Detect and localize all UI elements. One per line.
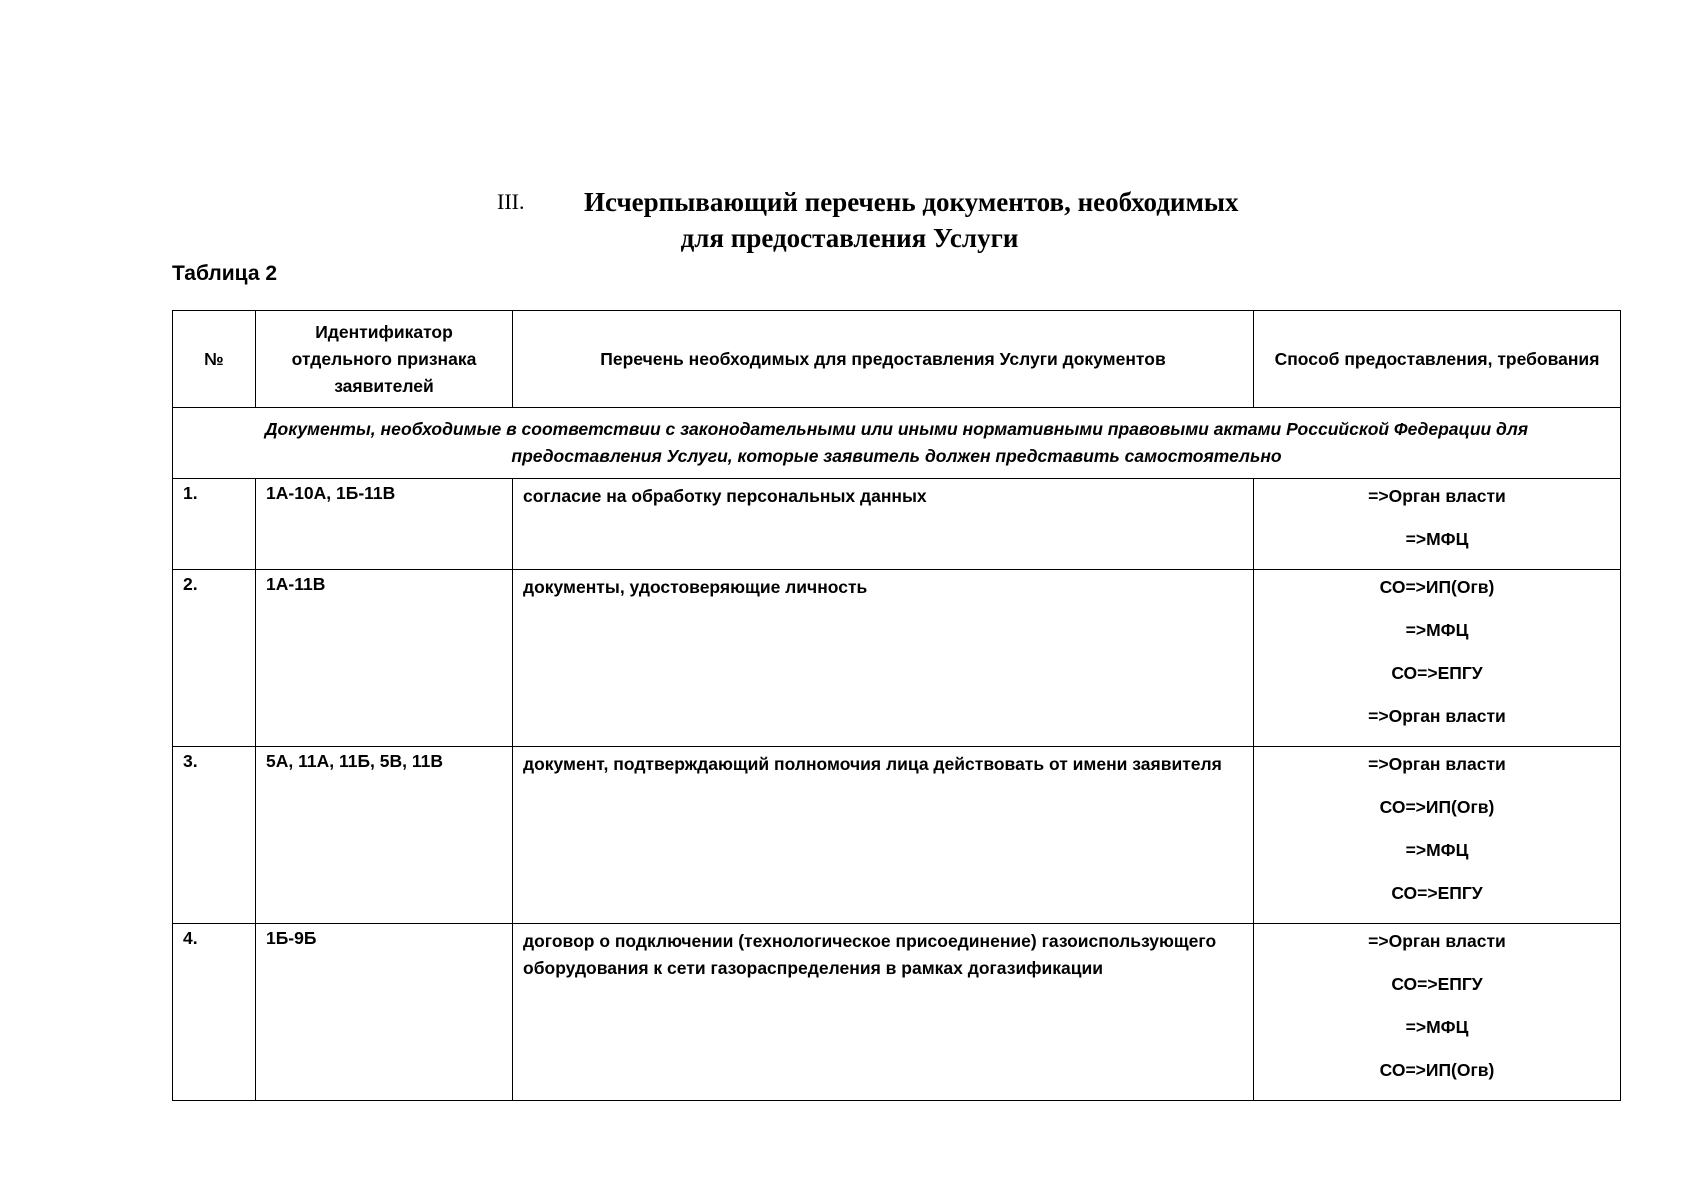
table-row	[173, 747, 1621, 924]
row-document: документ, подтверждающий полномочия лица действовать от имени заявителя	[513, 747, 1254, 924]
way-item: СО=>ЕПГУ	[1391, 883, 1483, 903]
row-ways	[1254, 924, 1621, 1101]
way-item: =>Орган власти	[1368, 706, 1506, 726]
section-title-line-1: Исчерпывающий перечень документов, необходимых	[584, 187, 1239, 217]
way-item: СО=>ИП(Огв)	[1379, 797, 1495, 817]
way-item: СО=>ИП(Огв)	[1379, 1060, 1495, 1080]
row-ways	[1254, 479, 1621, 570]
row-document: согласие на обработку персональных данных	[513, 479, 1254, 570]
row-num: 2.	[173, 570, 256, 747]
way-item: =>Орган власти	[1368, 754, 1506, 774]
way-item: =>МФЦ	[1405, 840, 1469, 860]
way-item: =>Орган власти	[1368, 486, 1506, 506]
row-document: документы, удостоверяющие личность	[513, 570, 1254, 747]
section-number: III.	[497, 189, 525, 214]
row-num: 3.	[173, 747, 256, 924]
row-id: 5А, 11А, 11Б, 5В, 11В	[256, 747, 513, 924]
section-title-line-2: для предоставления Услуги	[680, 223, 1019, 253]
table-header-row	[173, 311, 1621, 408]
section-row-text: Документы, необходимые в соответствии с законодательными или иными нормативными правовыми актами Российской Федерации для предоставления Услуги, которые заявитель должен представить самостоятельно	[173, 408, 1621, 479]
row-ways	[1254, 570, 1621, 747]
row-document: договор о подключении (технологическое присоединение) газоиспользующего оборудования к сети газораспределения в рамках догазификации	[513, 924, 1254, 1101]
way-item: СО=>ЕПГУ	[1391, 663, 1483, 683]
way-item: =>МФЦ	[1405, 1017, 1469, 1037]
header-list: Перечень необходимых для предоставления Услуги документов	[513, 311, 1254, 408]
way-item: СО=>ЕПГУ	[1391, 974, 1483, 994]
row-num: 1.	[173, 479, 256, 570]
header-num: №	[173, 311, 256, 408]
way-item: =>Орган власти	[1368, 931, 1506, 951]
table-row	[173, 479, 1621, 570]
section-row	[173, 408, 1621, 479]
section-heading	[0, 184, 1697, 256]
way-item: =>МФЦ	[1405, 529, 1469, 549]
row-id: 1А-11В	[256, 570, 513, 747]
header-way: Способ предоставления, требования	[1254, 311, 1621, 408]
row-num: 4.	[173, 924, 256, 1101]
row-id: 1А-10А, 1Б-11В	[256, 479, 513, 570]
header-id: Идентификатор отдельного признака заявителей	[256, 311, 513, 408]
way-item: =>МФЦ	[1405, 620, 1469, 640]
documents-table	[172, 310, 1621, 1101]
row-id: 1Б-9Б	[256, 924, 513, 1101]
table-row	[173, 924, 1621, 1101]
table-caption: Таблица 2	[172, 262, 278, 285]
way-item: СО=>ИП(Огв)	[1379, 577, 1495, 597]
row-ways	[1254, 747, 1621, 924]
table-row	[173, 570, 1621, 747]
